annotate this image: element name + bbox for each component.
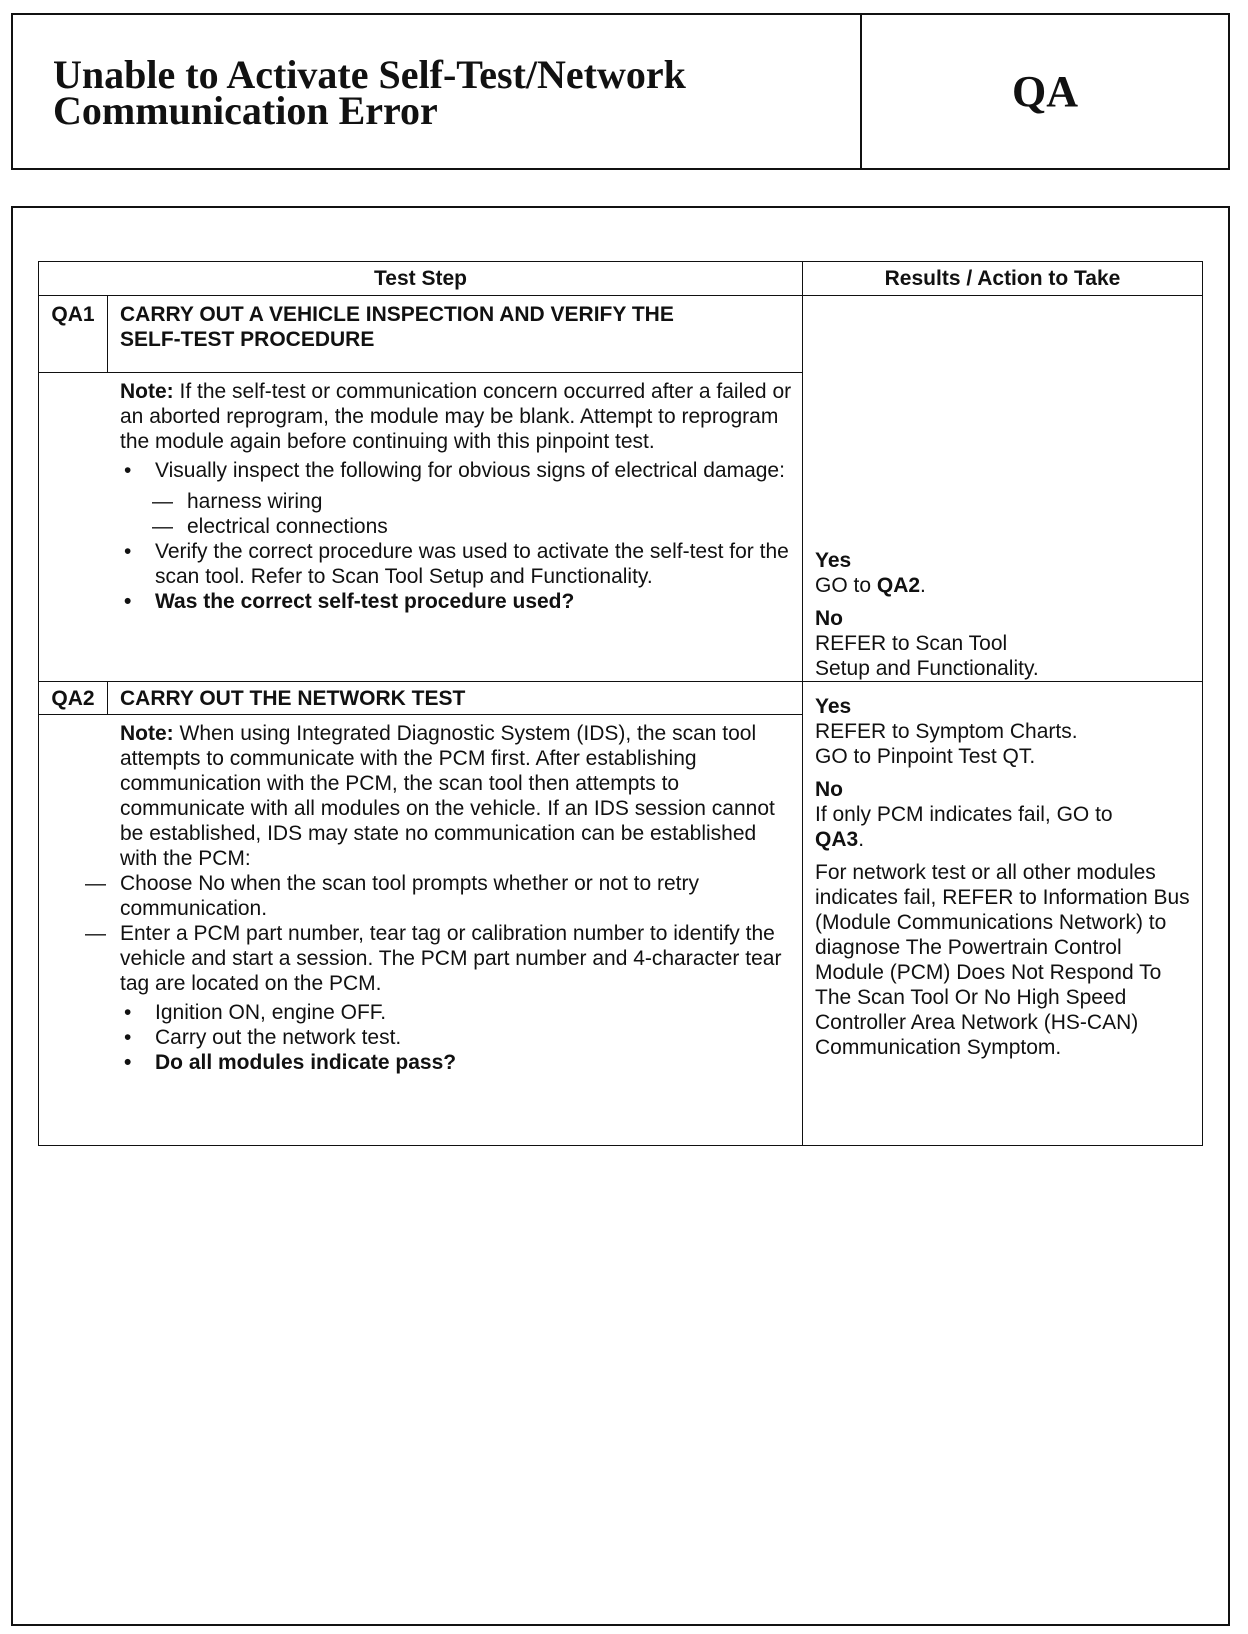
step-id-qa2: QA2 (39, 682, 108, 715)
step-body-qa1 (39, 373, 803, 682)
step-bullet: • Ignition ON, engine OFF. (120, 1000, 792, 1025)
dash-list (120, 489, 792, 539)
table-header-row (39, 262, 1203, 296)
page-header (11, 13, 1230, 170)
page-title-line-2: Communication Error (53, 88, 438, 133)
dash-item: — Enter a PCM part number, tear tag or calibration number to identify the vehicle and start a session. The PCM part number and 4-character tear tag are located on the PCM. (85, 921, 792, 996)
step-body-qa2 (39, 715, 803, 1146)
result-no-detail: For network test or all other modules indicates fail, REFER to Information Bus (Module Communications Network) to diagnose The Powertrain Control Module (PCM) Does Not Respond To The Scan Tool Or No High Speed Controller Area Network (HS-CAN) Communication Symptom. (815, 861, 1190, 1059)
pinpoint-code: QA (1012, 67, 1078, 116)
result-yes-label: Yes (815, 549, 852, 572)
result-yes-action: REFER to Symptom Charts. (815, 720, 1078, 743)
result-yes-label: Yes (815, 695, 852, 718)
step-title-line: CARRY OUT A VEHICLE INSPECTION AND VERIFY THE (120, 303, 674, 326)
step-question: • Do all modules indicate pass? (120, 1050, 792, 1075)
step-note: Note: If the self-test or communication concern occurred after a failed or an aborted reprogram, the module may be blank. Attempt to reprogram the module again before continuing with this pinpoint test. (120, 380, 792, 454)
results-qa2 (803, 682, 1203, 1146)
result-no-action: REFER to Scan Tool (815, 632, 1008, 655)
result-no-label: No (815, 607, 843, 630)
column-header-results: Results / Action to Take (803, 262, 1203, 296)
dash-item: — harness wiring (187, 489, 792, 514)
pinpoint-test-table (38, 261, 1203, 1146)
step-note: Note: When using Integrated Diagnostic System (IDS), the scan tool attempts to communicate with the PCM first. After establishing communication with the PCM, the scan tool then attempts to communicate with all modules on the vehicle. If an IDS session cannot be established, IDS may state no communication can be established with the PCM: (120, 722, 775, 870)
result-yes-action: GO to QA2. (815, 574, 926, 597)
result-no-action: If only PCM indicates fail, GO to (815, 803, 1113, 826)
step-bullet: • Carry out the network test. (120, 1025, 792, 1050)
results-qa1 (803, 296, 1203, 682)
column-header-test-step: Test Step (39, 262, 803, 296)
table-row (39, 682, 1203, 715)
step-bullet: • Verify the correct procedure was used to activate the self-test for the scan tool. Refer to Scan Tool Setup and Functionality. (120, 539, 792, 589)
step-bullet: • Visually inspect the following for obvious signs of electrical damage: (120, 458, 792, 483)
dash-item: — electrical connections (187, 514, 792, 539)
table-row (39, 296, 1203, 373)
page-title-line-1: Unable to Activate Self-Test/Network (53, 52, 686, 97)
step-question: • Was the correct self-test procedure used? (120, 589, 792, 614)
result-no-action: Setup and Functionality. (815, 657, 1039, 680)
page-title (13, 15, 862, 168)
dash-item: — Choose No when the scan tool prompts whether or not to retry communication. (85, 871, 792, 921)
result-no-label: No (815, 778, 843, 801)
step-title-line: SELF-TEST PROCEDURE (120, 328, 375, 351)
result-no-target: QA3. (815, 828, 865, 851)
step-id-qa1: QA1 (39, 296, 108, 373)
step-title-qa2: CARRY OUT THE NETWORK TEST (108, 682, 803, 715)
result-yes-action: GO to Pinpoint Test QT. (815, 745, 1036, 768)
step-title-qa1 (108, 296, 803, 373)
